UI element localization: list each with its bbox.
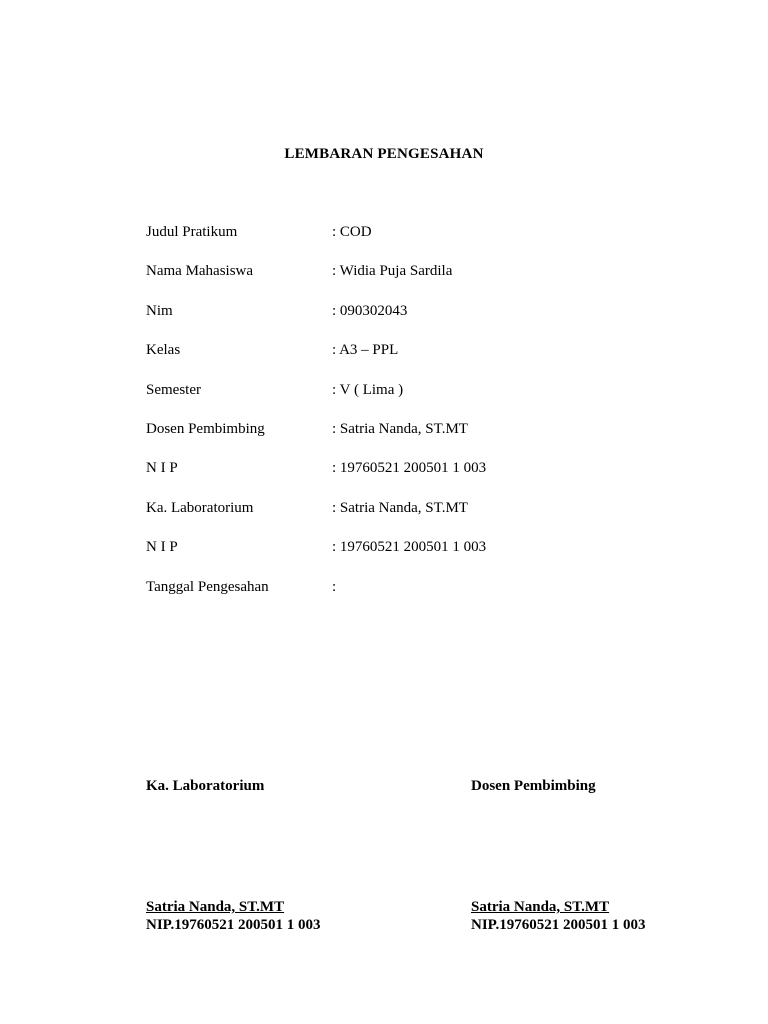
signature-left-nip: NIP.19760521 200501 1 003 bbox=[146, 917, 321, 933]
signature-left-role: Ka. Laboratorium bbox=[146, 778, 265, 794]
field-label: Dosen Pembimbing bbox=[146, 420, 265, 437]
field-label: N I P bbox=[146, 460, 178, 477]
signature-right-nip: NIP.19760521 200501 1 003 bbox=[471, 917, 646, 933]
signature-right-role: Dosen Pembimbing bbox=[471, 778, 596, 794]
field-value: : Widia Puja Sardila bbox=[332, 263, 453, 280]
field-label: Nama Mahasiswa bbox=[146, 263, 254, 280]
field-label: Judul Pratikum bbox=[146, 224, 238, 240]
field-label: Tanggal Pengesahan bbox=[146, 578, 269, 595]
field-label: Ka. Laboratorium bbox=[146, 499, 254, 516]
field-value: : 19760521 200501 1 003 bbox=[332, 460, 487, 477]
field-value: : 090302043 bbox=[332, 302, 408, 319]
page-title: LEMBARAN PENGESAHAN bbox=[284, 146, 484, 162]
field-value: : Satria Nanda, ST.MT bbox=[332, 499, 468, 516]
field-value: : Satria Nanda, ST.MT bbox=[332, 420, 468, 437]
signature-right-name: Satria Nanda, ST.MT bbox=[471, 899, 610, 915]
field-value: : V ( Lima ) bbox=[332, 381, 404, 398]
field-label: Kelas bbox=[146, 342, 181, 359]
field-label: N I P bbox=[146, 539, 178, 556]
field-value: : A3 – PPL bbox=[332, 342, 399, 359]
field-label: Semester bbox=[146, 381, 201, 398]
signature-left-block bbox=[146, 898, 320, 934]
signature-left-name: Satria Nanda, ST.MT bbox=[146, 899, 285, 915]
field-value: : COD bbox=[332, 224, 372, 240]
field-label: Nim bbox=[146, 302, 173, 319]
field-value: : bbox=[332, 578, 337, 595]
signature-right-block bbox=[471, 898, 645, 934]
field-value: : 19760521 200501 1 003 bbox=[332, 539, 487, 556]
